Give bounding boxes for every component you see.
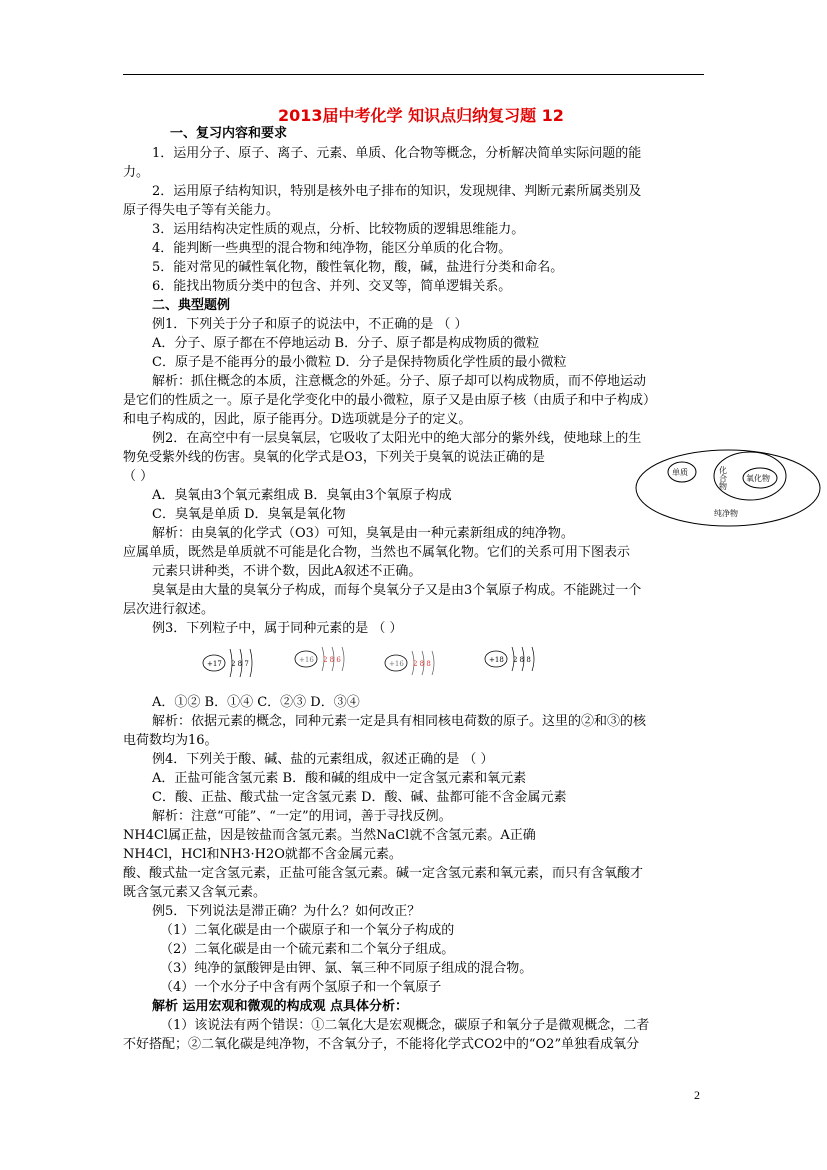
text-line: NH4Cl，HCl和NH3·H2O就都不含金属元素。	[123, 847, 402, 862]
text-line: （1）该说法有两个错误：①二氧化大是宏观概念，碳原子和氧分子是微观概念，二者	[160, 1018, 650, 1033]
text-line: 层次进行叙述。	[123, 602, 215, 617]
oxide-label: 氧化物	[746, 474, 770, 483]
text-line: 4．能判断一些典型的混合物和纯净物，能区分单质的化合物。	[152, 241, 512, 256]
text-line: 电荷数均为16。	[123, 733, 218, 748]
text-line: 解析：抓住概念的本质，注意概念的外延。分子、原子却可以构成物质，而不停地运动	[152, 374, 647, 389]
section-heading: 二、典型题例	[152, 298, 231, 313]
atom-3	[385, 651, 434, 675]
page-number: 2	[694, 1088, 700, 1102]
text-line: 酸、酸式盐一定含氢元素，正盐可能含氢元素。碱一定含氢元素和氧元素，而只有含氧酸才	[123, 866, 644, 881]
option-line: C．臭氧是单质 D．臭氧是氧化物	[152, 507, 346, 522]
text-line: 解析：由臭氧的化学式（O3）可知，臭氧是由一种元素新组成的纯净物。	[152, 526, 574, 541]
atom-structure-diagrams	[198, 645, 568, 685]
text-line: 1．运用分子、原子、离子、元素、单质、化合物等概念，分析解决简单实际问题的能	[152, 146, 642, 161]
nucleus-label: +18	[489, 656, 504, 664]
header-rule	[123, 74, 704, 75]
text-line: （1）二氧化碳是由一个碳原子和一个氧分子构成的	[160, 923, 455, 938]
atom-1	[203, 649, 252, 677]
section-heading: 一、复习内容和要求	[170, 126, 288, 141]
option-line: A．臭氧由3个氧元素组成 B．臭氧由3个氧原子构成	[152, 488, 452, 503]
nucleus-label: +17	[207, 660, 222, 668]
text-line: 2．运用原子结构知识，特别是核外电子排布的知识，发现规律、判断元素所属类别及	[152, 184, 642, 199]
option-line: A．正盐可能含氢元素 B．酸和碱的组成中一定含氢元素和氧元素	[152, 771, 527, 786]
shell-numbers: 2 8 6	[323, 656, 341, 664]
question-line: 例3．下列粒子中，属于同种元素的是 （ ）	[152, 621, 403, 636]
single-label: 单质	[672, 468, 688, 477]
atom-4	[485, 647, 534, 671]
text-line: 是它们的性质之一。原子是化学变化中的最小微粒，原子又是由原子核（由质子和中子构成）	[123, 393, 657, 408]
option-line: C．酸、正盐、酸式盐一定含氢元素 D．酸、碱、盐都可能不含金属元素	[152, 790, 567, 805]
shell-numbers: 2 8 8	[513, 656, 531, 664]
text-line: 5．能对常见的碱性氧化物，酸性氧化物，酸，碱，盐进行分类和命名。	[152, 260, 564, 275]
question-line: 例2．在高空中有一层臭氧层，它吸收了太阳光中的绝大部分的紫外线，使地球上的生	[152, 431, 642, 446]
text-line: 元素只讲种类，不讲个数，因此A叙述不正确。	[152, 564, 422, 579]
text-line: 原子得失电子等有关能力。	[123, 203, 280, 218]
text-line: 应属单质，既然是单质就不可能是化合物，当然也不属氧化物。它们的关系可用下图表示	[123, 545, 631, 560]
question-line: 例5．下列说法是滞正确？为什么？如何改正？	[152, 904, 421, 919]
text-line: 3．运用结构决定性质的观点，分析、比较物质的逻辑思维能力。	[152, 222, 525, 237]
classification-diagram	[634, 448, 822, 528]
text-line: NH4Cl属正盐，因是铵盐而含氢元素。当然NaCl就不含氢元素。A正确	[123, 828, 536, 843]
text-line: （4）一个水分子中含有两个氢原子和一个氧原子	[160, 980, 442, 995]
atom-2	[295, 647, 344, 671]
text-line: 6．能找出物质分类中的包含、并列、交叉等，简单逻辑关系。	[152, 279, 512, 294]
nucleus-label: +16	[389, 660, 404, 668]
text-line: （2）二氧化碳是由一个硫元素和二个氧分子组成。	[160, 942, 455, 957]
option-line: A．分子、原子都在不停地运动 B．分子、原子都是构成物质的微粒	[152, 336, 540, 351]
shell-numbers: 2 8 7	[231, 660, 249, 668]
text-line: （ ）	[123, 469, 154, 484]
text-line: （3）纯净的氯酸钾是由钾、氯、氧三种不同原子组成的混合物。	[160, 961, 533, 976]
text-line: 解析：依据元素的概念，同种元素一定是具有相同核电荷数的原子。这里的②和③的核	[152, 714, 647, 729]
question-line: 例4．下列关于酸、碱、盐的元素组成，叙述正确的是 （ ）	[152, 752, 494, 767]
pure-substance-label: 纯净物	[714, 509, 738, 518]
text-line: 解析 运用宏观和微观的构成观 点具体分析：	[152, 999, 409, 1014]
question-line: 例1．下列关于分子和原子的说法中，不正确的是 （ ）	[152, 317, 468, 332]
option-line: C．原子是不能再分的最小微粒 D．分子是保持物质化学性质的最小微粒	[152, 355, 567, 370]
text-line: 力。	[123, 165, 150, 180]
text-line: 不好搭配；②二氧化碳是纯净物，不含氧分子，不能将化学式CO2中的“O2”单独看成氧分	[123, 1037, 640, 1052]
text-line: 物免受紫外线的伤害。臭氧的化学式是O3，下列关于臭氧的说法正确的是	[123, 450, 545, 465]
text-line: 和电子构成的，因此，原子能再分。D选项就是分子的定义。	[123, 412, 472, 427]
page-title: 2013届中考化学 知识点归纳复习题 12	[278, 106, 564, 125]
text-line: 既含氢元素又含氧元素。	[123, 885, 267, 900]
compound-label: 化合物	[718, 466, 728, 490]
nucleus-label: +16	[299, 656, 314, 664]
option-line: A．①② B．①④ C．②③ D．③④	[152, 695, 360, 710]
shell-numbers: 2 8 8	[413, 660, 431, 668]
text-line: 臭氧是由大量的臭氧分子构成，而每个臭氧分子又是由3个氧原子构成。不能跳过一个	[152, 583, 642, 598]
text-line: 解析：注意“可能”、“一定”的用词，善于寻找反例。	[152, 809, 452, 824]
